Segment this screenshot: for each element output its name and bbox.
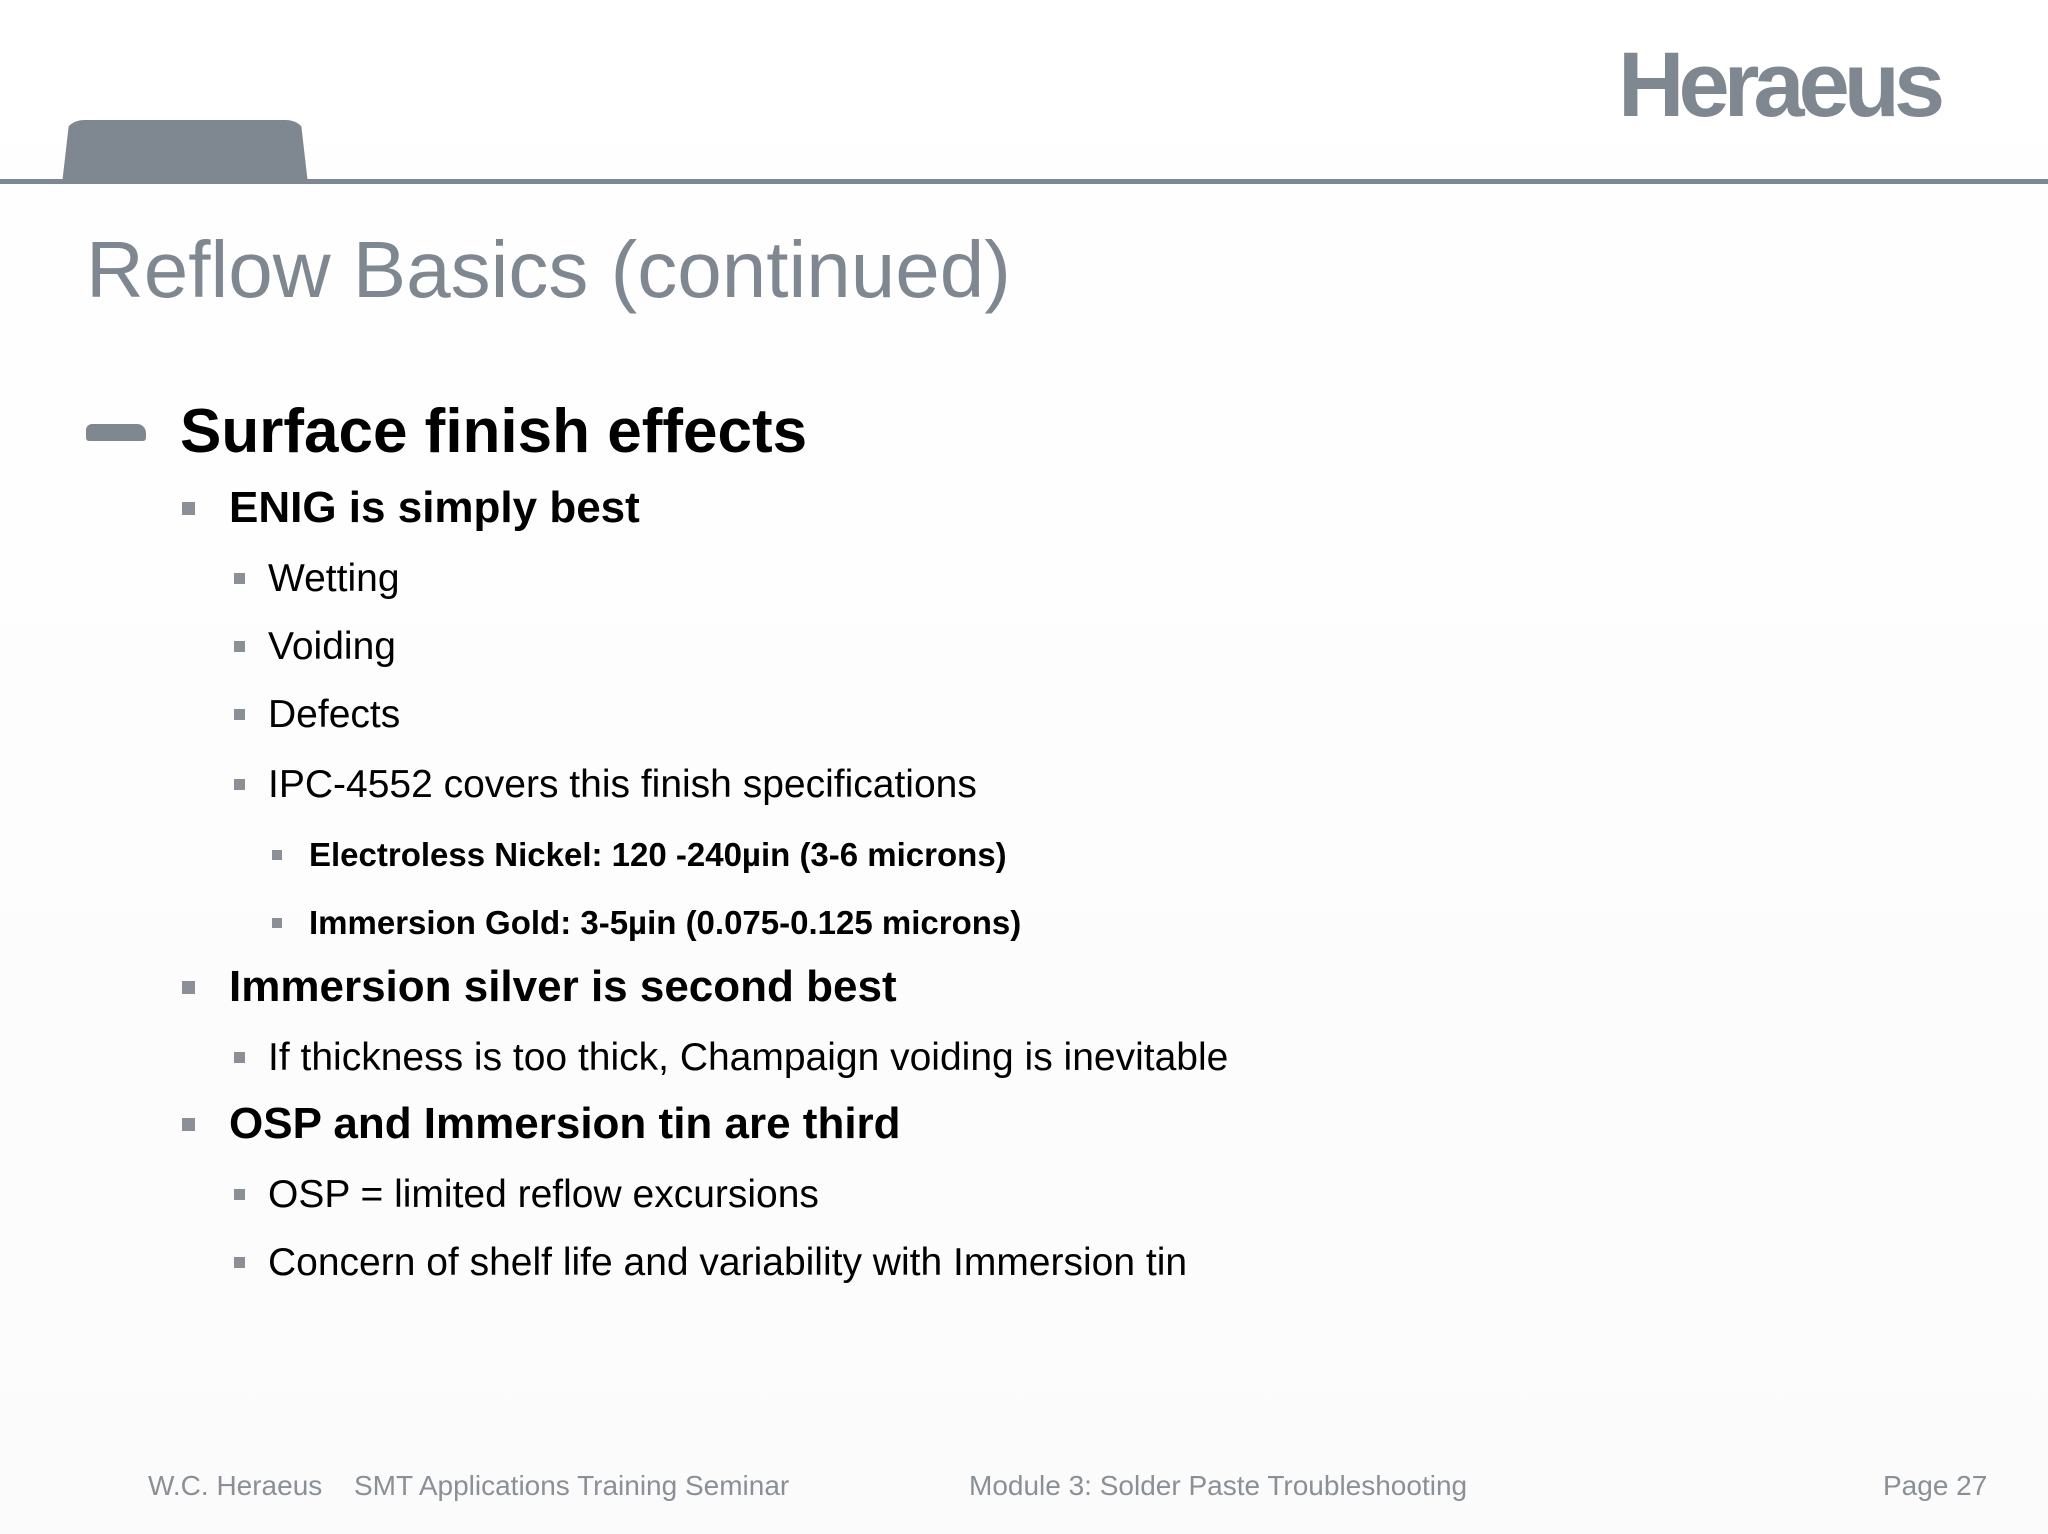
bullet-item: Defects [268,693,401,736]
footer-company: W.C. Heraeus [148,1470,323,1501]
square-bullet-icon [182,502,195,515]
bullet-item: Wetting [268,557,400,600]
slide-title: Reflow Basics (continued) [86,225,1011,314]
bullet-item: Immersion Gold: 3-5µin (0.075-0.125 microns) [309,904,1022,941]
square-bullet-icon [182,981,195,994]
bullet-item: OSP = limited reflow excursions [268,1173,819,1216]
square-bullet-icon [234,1189,245,1200]
dash-bullet-icon [86,424,146,441]
square-bullet-icon [272,918,282,928]
square-bullet-icon [234,779,245,790]
section-heading: Surface finish effects [180,397,808,466]
square-bullet-icon [234,1257,245,1268]
header-divider [0,179,2048,184]
square-bullet-icon [182,1118,195,1131]
bullet-item: Voiding [268,625,396,668]
square-bullet-icon [272,850,282,860]
square-bullet-icon [234,709,245,720]
bullet-item: Electroless Nickel: 120 -240µin (3-6 microns) [309,836,1007,873]
square-bullet-icon [234,1052,245,1063]
bullet-item: Concern of shelf life and variability with Immersion tin [268,1241,1188,1284]
heraeus-logo: Heraeus [1618,34,1940,136]
bullet-item: If thickness is too thick, Champaign voiding is inevitable [268,1036,1229,1079]
bullet-item: OSP and Immersion tin are third [229,1099,901,1148]
bullet-item: Immersion silver is second best [229,962,897,1011]
bullet-item: IPC-4552 covers this finish specifications [268,763,977,806]
square-bullet-icon [234,573,245,584]
header-tab-shape [62,120,308,184]
footer-module: Module 3: Solder Paste Troubleshooting [969,1470,1468,1501]
square-bullet-icon [234,641,245,652]
bullet-item: ENIG is simply best [229,483,640,532]
footer-seminar: SMT Applications Training Seminar [354,1470,790,1501]
footer-page-number: Page 27 [1883,1470,1988,1501]
